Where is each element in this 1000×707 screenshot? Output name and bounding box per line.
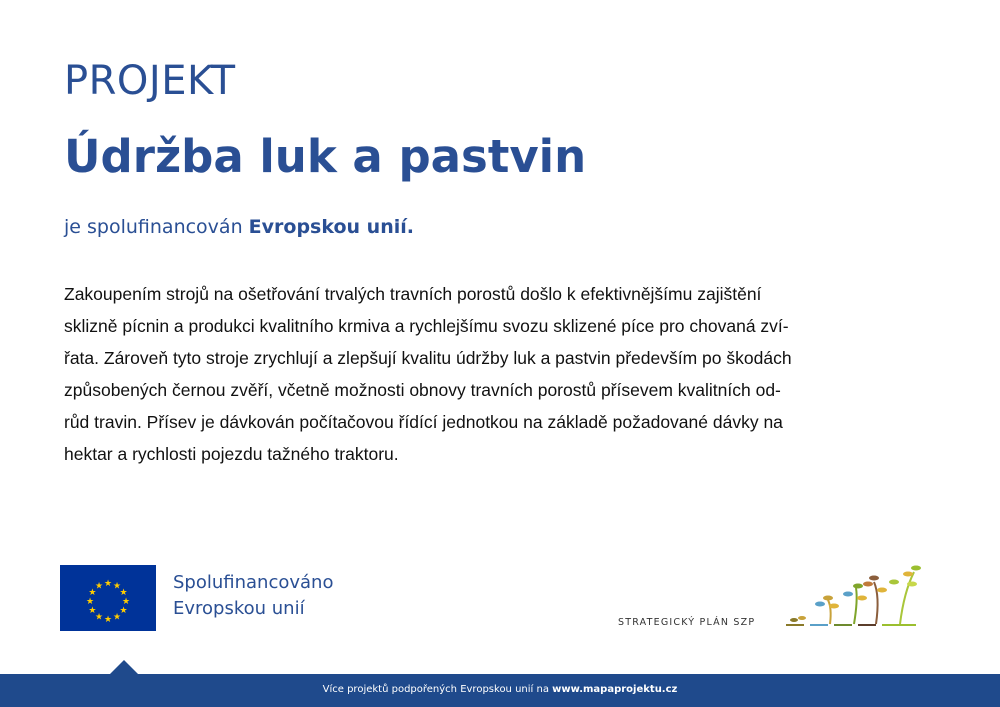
description-line: sklizně pícnin a produkci kvalitního krmiva a rychlejšímu svozu sklizené píce pro chovaná zví-	[64, 316, 789, 336]
footer-link[interactable]: www.mapaprojektu.cz	[552, 684, 678, 695]
description-line: řata. Zároveň tyto stroje zrychlují a zlepšují kvalitu údržby luk a pastvin především po škodách	[64, 348, 792, 368]
svg-text:★: ★	[112, 612, 122, 623]
description-line: Zakoupením strojů na ošetřování trvalých travních porostů došlo k efektivnějšímu zajištění	[64, 284, 762, 304]
svg-text:★: ★	[103, 615, 113, 625]
eu-cofinanced-label	[173, 570, 333, 622]
svg-text:★: ★	[88, 606, 97, 616]
svg-text:★: ★	[103, 579, 113, 589]
svg-text:★: ★	[88, 588, 97, 598]
subtitle-eu: Evropskou unií.	[248, 216, 414, 238]
eu-label-line1: Spolufinancováno	[173, 572, 334, 593]
eu-flag-icon	[60, 565, 156, 631]
svg-text:★: ★	[119, 588, 128, 598]
footer-notch	[110, 660, 138, 674]
description-line: způsobených černou zvěří, včetně možnosti obnovy travních porostů přísevem kvalitních od-	[64, 380, 781, 400]
project-kicker: PROJEKT	[64, 58, 236, 104]
svg-text:★: ★	[119, 606, 128, 616]
project-subtitle	[64, 216, 414, 238]
project-description	[64, 278, 944, 470]
szp-logo-icon	[770, 560, 930, 632]
project-title: Údržba luk a pastvin	[64, 130, 587, 183]
description-line: hektar a rychlosti pojezdu tažného traktoru.	[64, 444, 399, 464]
eu-label-line2: Evropskou unií	[173, 598, 305, 619]
szp-label: STRATEGICKÝ PLÁN SZP	[618, 617, 756, 628]
footer-prefix: Více projektů podpořených Evropskou unií na	[322, 684, 553, 695]
footer-text	[0, 684, 1000, 695]
svg-text:★: ★	[112, 581, 122, 592]
subtitle-prefix: je spolufinancován	[64, 216, 249, 238]
svg-text:★: ★	[121, 597, 131, 607]
svg-text:★: ★	[94, 612, 104, 623]
description-line: růd travin. Přísev je dávkován počítačovou řídící jednotkou na základě požadované dávky na	[64, 412, 783, 432]
svg-text:★: ★	[85, 597, 95, 607]
svg-text:★: ★	[94, 581, 104, 592]
